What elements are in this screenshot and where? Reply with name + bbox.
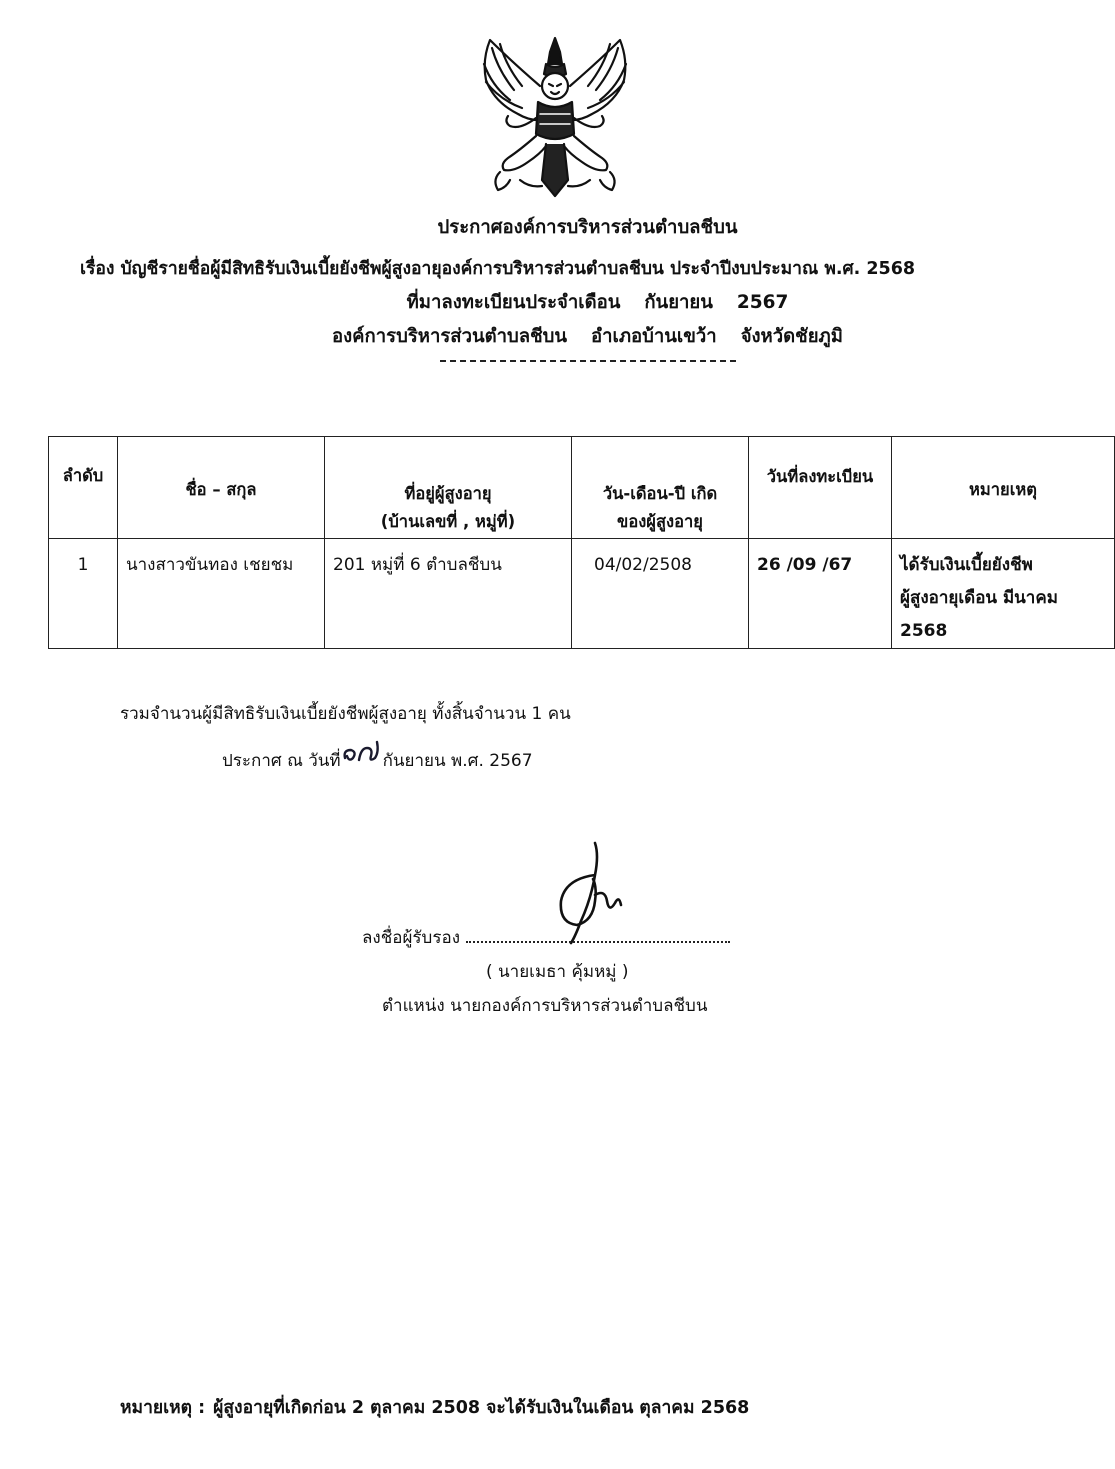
signature-line <box>362 924 730 951</box>
handwritten-day <box>341 746 383 766</box>
registration-period <box>40 288 1115 317</box>
header-dob <box>572 437 749 539</box>
remark-line3: 2568 <box>900 621 948 641</box>
garuda-emblem-icon <box>470 30 640 202</box>
announcement-date <box>222 746 533 774</box>
announcement-subject: เรื่อง บัญชีรายชื่อผู้มีสิทธิรับเงินเบี้ยยังชีพผู้สูงอายุองค์การบริหารส่วนตำบลชีบน ประจำปีงบประมาณ พ.ศ. 2568 <box>80 259 916 279</box>
header-remark: หมายเหตุ <box>892 437 1115 539</box>
cell-name: นางสาวขันทอง เชยชม <box>118 539 325 649</box>
cell-address: 201 หมู่ที่ 6 ตำบลชีบน <box>325 539 572 649</box>
header-name: ชื่อ – สกุล <box>118 437 325 539</box>
header-address <box>325 437 572 539</box>
cell-dob: 04/02/2508 <box>572 539 749 649</box>
announcement-date-suffix: กันยายน พ.ศ. 2567 <box>382 751 533 771</box>
header-address-line2: (บ้านเลขที่ , หมู่ที่) <box>380 512 516 531</box>
header-registered: วันที่ลงทะเบียน <box>749 437 892 539</box>
registration-month: กันยายน <box>644 292 713 313</box>
announcement-date-prefix: ประกาศ ณ วันที่ <box>222 751 341 771</box>
registration-month-label: ที่มาลงทะเบียนประจำเดือน <box>406 292 621 313</box>
handwritten-day-mark <box>341 738 383 768</box>
footnote-text: ผู้สูงอายุที่เกิดก่อน 2 ตุลาคม 2508 จะได้รับเงินในเดือน ตุลาคม 2568 <box>213 1398 750 1418</box>
footnote <box>120 1393 749 1421</box>
header-seq: ลำดับ <box>49 437 118 539</box>
remark-line2: ผู้สูงอายุเดือน มีนาคม <box>900 588 1058 608</box>
header-dob-line2: ของผู้สูงอายุ <box>617 512 703 531</box>
organization-line <box>30 322 1115 351</box>
registration-year: 2567 <box>736 292 789 313</box>
beneficiary-total: รวมจำนวนผู้มีสิทธิรับเงินเบี้ยยังชีพผู้สูงอายุ ทั้งสิ้นจำนวน 1 คน <box>120 704 571 724</box>
cell-registered: 26 /09 /67 <box>749 539 892 649</box>
header-dob-line1: วัน-เดือน-ปี เกิด <box>602 484 718 503</box>
province-name: จังหวัดชัยภูมิ <box>740 326 843 347</box>
table-header-row <box>49 437 1115 539</box>
cell-seq: 1 <box>49 539 118 649</box>
cell-remark <box>892 539 1115 649</box>
district-name: อำเภอบ้านเขว้า <box>591 326 717 347</box>
signer-position: ตำแหน่ง นายกองค์การบริหารส่วนตำบลชีบน <box>382 996 708 1016</box>
signature-label: ลงชื่อผู้รับรอง <box>362 928 460 948</box>
table-row <box>49 539 1115 649</box>
heading-divider <box>440 360 736 362</box>
signer-name: ( นายเมธา คุ้มหมู่ ) <box>486 962 629 982</box>
organization-name: องค์การบริหารส่วนตำบลชีบน <box>332 326 568 347</box>
header-address-line1: ที่อยู่ผู้สูงอายุ <box>404 484 492 503</box>
beneficiary-table <box>48 436 1115 649</box>
signature-dotted-line <box>466 927 730 943</box>
announcement-title: ประกาศองค์การบริหารส่วนตำบลชีบน <box>437 217 738 238</box>
remark-line1: ได้รับเงินเบี้ยยังชีพ <box>900 555 1033 575</box>
footnote-label: หมายเหตุ : <box>120 1398 206 1418</box>
